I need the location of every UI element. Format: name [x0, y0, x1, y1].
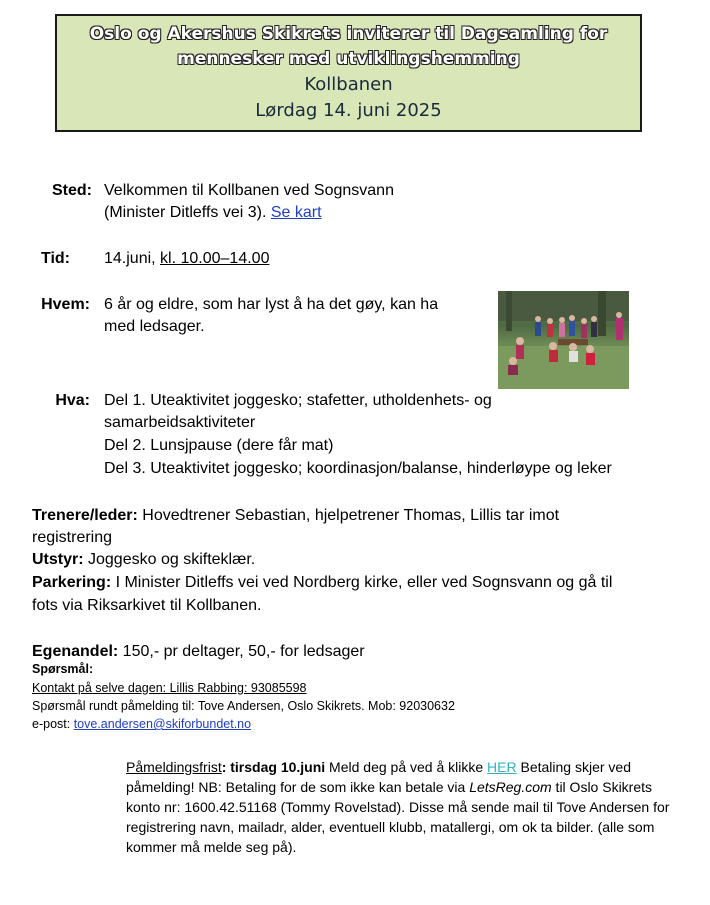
- registration-note: [126, 757, 686, 857]
- contact-heading: Spørsmål:: [32, 662, 94, 676]
- sted-line1: Velkommen til Kollbanen ved Sognsvann: [104, 182, 394, 199]
- header-title-line2: mennesker med utviklingshemming: [177, 49, 520, 69]
- header-banner: [55, 14, 642, 132]
- header-date: Lørdag 14. juni 2025: [255, 100, 442, 121]
- parkering-text: I Minister Ditleffs vei ved Nordberg kirke, eller ved Sognsvann og gå til: [111, 574, 613, 591]
- sted-label: Sted:: [52, 182, 92, 199]
- register-here-link[interactable]: HER: [487, 759, 517, 775]
- egenandel-line: [32, 641, 365, 663]
- hva-line: samarbeidsaktiviteter: [104, 414, 256, 431]
- egenandel-text: 150,- pr deltager, 50,- for ledsager: [118, 643, 365, 660]
- contact-questions: Spørsmål rundt påmelding til: Tove Andersen, Oslo Skikrets. Mob: 92030632: [32, 699, 455, 713]
- hva-line: Del 1. Uteaktivitet joggesko; stafetter, utholdenhets- og: [104, 392, 492, 409]
- trenere-text: Hovedtrener Sebastian, hjelpetrener Thomas, Lillis tar imot: [137, 507, 560, 524]
- parkering-label: Parkering:: [32, 574, 112, 591]
- tid-label: Tid:: [40, 250, 70, 267]
- hvem-line1: 6 år og eldre, som har lyst å ha det gøy, kan ha: [104, 296, 439, 313]
- registration-text1: Meld deg på ved å klikke: [325, 759, 488, 775]
- deadline-label: Påmeldingsfrist: [126, 759, 222, 775]
- trenere-line2: registrering: [32, 529, 113, 546]
- utstyr-line: [32, 549, 255, 571]
- header-venue: Kollbanen: [304, 74, 393, 95]
- email-label: e-post:: [32, 717, 74, 731]
- header-title-line1: Oslo og Akershus Skikrets inviterer til Dagsamling for: [89, 24, 608, 44]
- hva-label: Hva:: [55, 392, 90, 409]
- email-link[interactable]: tove.andersen@skiforbundet.no: [73, 717, 252, 731]
- sted-address: (Minister Ditleffs vei 3).: [104, 204, 271, 221]
- hvem-label: Hvem:: [41, 296, 90, 313]
- hva-line: Del 2. Lunsjpause (dere får mat): [104, 437, 334, 454]
- registration-text3: til Oslo Skikrets konto nr: 1600.42.51168 (Tommy Rovelstad). Disse må sende mail til Tove Andersen for registrering navn, mailadr, alder, eventuell klubb, matallergi, om ok ta bilder. (alle som kommer må melde seg på).: [126, 779, 670, 855]
- utstyr-text: Joggesko og skifteklær.: [83, 551, 256, 568]
- trenere-label: Trenere/leder:: [32, 507, 138, 524]
- map-link[interactable]: Se kart: [270, 204, 322, 221]
- deadline-value: : tirsdag 10.juni: [221, 759, 326, 775]
- parkering-line1: [32, 572, 612, 594]
- registration-text2: Betaling skjer ved påmelding! NB: Betaling for de som ikke kan betale via: [126, 759, 632, 795]
- contact-email-line: [32, 716, 251, 733]
- tid-value: [104, 248, 269, 270]
- hvem-line2: med ledsager.: [104, 318, 205, 335]
- contact-day: Kontakt på selve dagen: Lillis Rabbing: 93085598: [32, 681, 307, 695]
- letsreg-text: LetsReg.com: [469, 779, 552, 795]
- parkering-line2: fots via Riksarkivet til Kollbanen.: [32, 597, 262, 614]
- tid-date: 14.juni,: [104, 250, 161, 267]
- group-photo-icon: [498, 291, 629, 389]
- hva-line: Del 3. Uteaktivitet joggesko; koordinasjon/balanse, hinderløype og leker: [104, 460, 612, 477]
- trenere-line1: [32, 505, 559, 527]
- sted-line2: [104, 202, 322, 224]
- egenandel-label: Egenandel:: [32, 643, 119, 660]
- utstyr-label: Utstyr:: [32, 551, 84, 568]
- tid-time: kl. 10.00–14.00: [160, 250, 270, 267]
- group-photo: [498, 291, 629, 389]
